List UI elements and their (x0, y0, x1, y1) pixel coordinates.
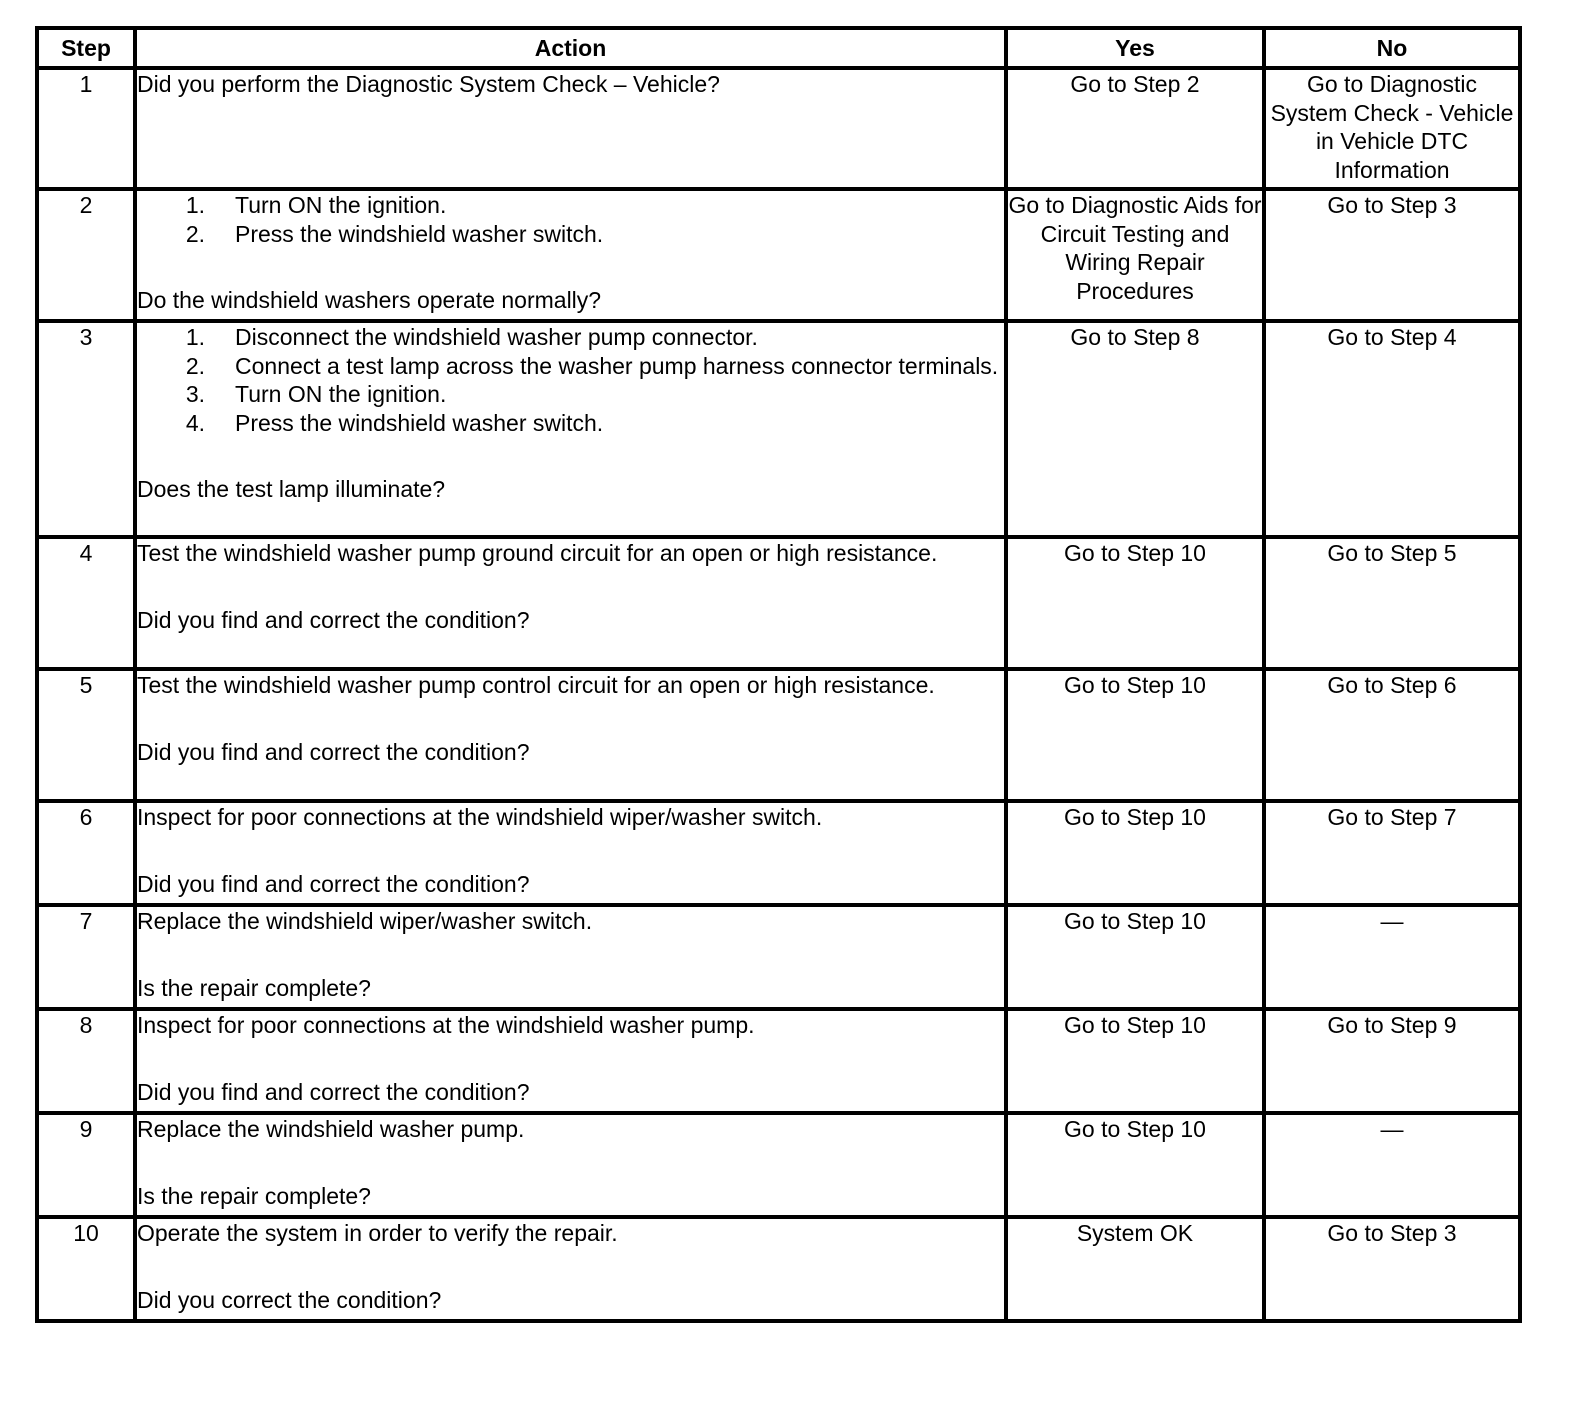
yes-cell: Go to Step 2 (1006, 68, 1264, 189)
action-text: Inspect for poor connections at the windshield wiper/washer switch. (137, 804, 823, 830)
yes-cell: Go to Diagnostic Aids for Circuit Testing and Wiring Repair Procedures (1006, 189, 1264, 321)
no-cell: Go to Step 6 (1264, 669, 1520, 801)
no-cell: — (1264, 1113, 1520, 1217)
list-item (137, 352, 1004, 381)
table-row (37, 68, 1520, 189)
table-row (37, 1113, 1520, 1217)
action-cell (135, 189, 1006, 321)
table-row (37, 905, 1520, 1009)
list-item (137, 380, 1004, 409)
table-row (37, 537, 1520, 669)
step-number: 1 (37, 68, 135, 189)
step-number: 10 (37, 1217, 135, 1321)
list-text: Turn ON the ignition. (235, 192, 447, 218)
action-cell (135, 537, 1006, 669)
no-cell: Go to Step 7 (1264, 801, 1520, 905)
no-cell: Go to Step 3 (1264, 189, 1520, 321)
list-number: 1. (185, 192, 205, 218)
list-text: Press the windshield washer switch. (235, 409, 604, 436)
action-question: Did you correct the condition? (137, 1286, 442, 1313)
diagnostic-table (35, 26, 1522, 1323)
yes-cell: Go to Step 10 (1006, 1113, 1264, 1217)
table-row (37, 801, 1520, 905)
action-text: Test the windshield washer pump ground circuit for an open or high resistance. (137, 540, 938, 566)
no-cell: Go to Step 5 (1264, 537, 1520, 669)
step-number: 6 (37, 801, 135, 905)
header-action: Action (135, 28, 1006, 68)
list-text: Connect a test lamp across the washer pump harness connector terminals. (235, 352, 999, 379)
list-item (137, 191, 1004, 220)
action-question: Is the repair complete? (137, 974, 371, 1001)
action-cell (135, 905, 1006, 1009)
action-question: Did you find and correct the condition? (137, 1078, 530, 1105)
list-item (137, 220, 1004, 249)
list-text: Turn ON the ignition. (235, 381, 447, 407)
no-cell: Go to Step 3 (1264, 1217, 1520, 1321)
yes-cell: System OK (1006, 1217, 1264, 1321)
action-text: Did you perform the Diagnostic System Check – Vehicle? (137, 71, 720, 97)
action-question: Do the windshield washers operate normally? (137, 287, 602, 313)
step-number: 2 (37, 189, 135, 321)
table-row (37, 321, 1520, 537)
table-row (37, 189, 1520, 321)
table-row (37, 669, 1520, 801)
step-number: 4 (37, 537, 135, 669)
action-text: Test the windshield washer pump control circuit for an open or high resistance. (137, 672, 935, 698)
yes-cell: Go to Step 10 (1006, 801, 1264, 905)
step-number: 7 (37, 905, 135, 1009)
yes-cell: Go to Step 8 (1006, 321, 1264, 537)
yes-cell: Go to Step 10 (1006, 669, 1264, 801)
step-number: 8 (37, 1009, 135, 1113)
action-steps-list (137, 323, 1004, 437)
header-no: No (1264, 28, 1520, 68)
list-item (137, 409, 1004, 438)
action-text: Operate the system in order to verify the repair. (137, 1220, 618, 1246)
step-number: 9 (37, 1113, 135, 1217)
action-cell (135, 801, 1006, 905)
header-step: Step (37, 28, 135, 68)
action-question: Did you find and correct the condition? (137, 606, 530, 633)
no-cell: Go to Step 4 (1264, 321, 1520, 537)
list-number: 2. (185, 352, 205, 379)
yes-cell: Go to Step 10 (1006, 1009, 1264, 1113)
list-number: 2. (185, 220, 205, 247)
action-cell (135, 1217, 1006, 1321)
action-text: Replace the windshield washer pump. (137, 1116, 525, 1142)
no-cell: — (1264, 905, 1520, 1009)
action-question: Is the repair complete? (137, 1182, 371, 1209)
yes-cell: Go to Step 10 (1006, 905, 1264, 1009)
action-text: Inspect for poor connections at the windshield washer pump. (137, 1012, 755, 1038)
action-question: Does the test lamp illuminate? (137, 476, 446, 502)
diagnostic-document (35, 26, 1522, 1323)
action-question: Did you find and correct the condition? (137, 738, 530, 765)
no-cell: Go to Step 9 (1264, 1009, 1520, 1113)
list-number: 3. (185, 381, 205, 407)
table-row (37, 1217, 1520, 1321)
list-text: Press the windshield washer switch. (235, 220, 604, 247)
list-text: Disconnect the windshield washer pump connector. (235, 324, 758, 350)
action-cell (135, 1009, 1006, 1113)
list-item (137, 323, 1004, 352)
action-cell (135, 669, 1006, 801)
action-cell (135, 321, 1006, 537)
list-number: 4. (185, 409, 205, 436)
action-question: Did you find and correct the condition? (137, 870, 530, 897)
action-steps-list (137, 191, 1004, 248)
list-number: 1. (185, 324, 205, 350)
step-number: 3 (37, 321, 135, 537)
action-text: Replace the windshield wiper/washer switch. (137, 908, 593, 934)
action-cell (135, 1113, 1006, 1217)
table-header-row (37, 28, 1520, 68)
yes-cell: Go to Step 10 (1006, 537, 1264, 669)
step-number: 5 (37, 669, 135, 801)
action-cell (135, 68, 1006, 189)
table-row (37, 1009, 1520, 1113)
no-cell: Go to Diagnostic System Check - Vehicle in Vehicle DTC Information (1264, 68, 1520, 189)
header-yes: Yes (1006, 28, 1264, 68)
